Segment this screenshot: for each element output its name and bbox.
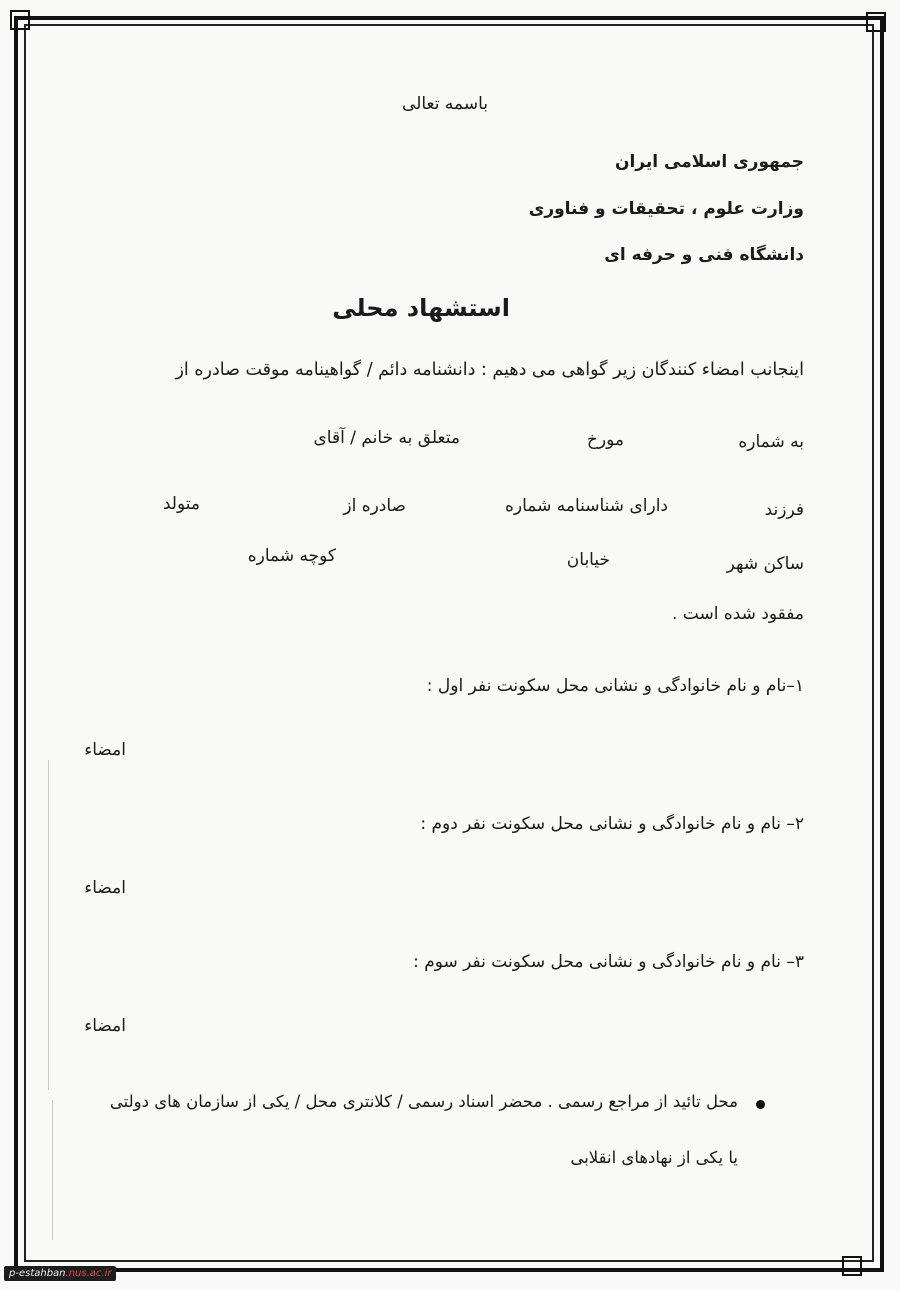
scan-mark — [48, 760, 49, 1090]
label-date: مورخ — [586, 430, 624, 450]
corner-ornament — [842, 1256, 862, 1276]
corner-ornament — [866, 12, 886, 32]
note-line-2: یا یکی از نهادهای انقلابی — [570, 1148, 738, 1167]
label-id-card: دارای شناسنامه شماره — [504, 496, 668, 516]
witness-1-signature: امضاء — [84, 740, 126, 760]
intro-text: اینجانب امضاء کنندگان زیر گواهی می دهیم : دانشنامه دائم / گواهینامه موقت صادره از — [175, 360, 804, 380]
header-ministry: وزارت علوم ، تحقیقات و فناوری — [528, 199, 804, 219]
label-alley: کوچه شماره — [247, 546, 336, 566]
header-university: دانشگاه فنی و حرفه ای — [604, 245, 804, 265]
witness-2-label: ۲– نام و نام خانوادگی و نشانی محل سکونت نفر دوم : — [420, 814, 804, 834]
witness-3-signature: امضاء — [84, 1016, 126, 1036]
label-number: به شماره — [738, 432, 804, 452]
label-issued-from: صادره از — [343, 496, 406, 516]
header-country: جمهوری اسلامی ایران — [614, 152, 804, 172]
label-belongs-to: متعلق به خانم / آقای — [313, 428, 460, 448]
corner-ornament — [10, 10, 30, 30]
site-watermark — [4, 1266, 116, 1281]
label-street: خیابان — [566, 550, 610, 570]
witness-3-label: ۳– نام و نام خانوادگی و نشانی محل سکونت نفر سوم : — [413, 952, 804, 972]
label-city: ساکن شهر — [726, 554, 804, 574]
witness-1-label: ۱–نام و نام خانوادگی و نشانی محل سکونت نفر اول : — [426, 676, 804, 696]
bullet-icon — [756, 1100, 765, 1109]
lost-statement: مفقود شده است . — [671, 604, 804, 624]
watermark-prefix: p-estahban — [9, 1268, 66, 1279]
witness-2-signature: امضاء — [84, 878, 126, 898]
note-line-1: محل تائید از مراجع رسمی . محضر اسناد رسمی / کلانتری محل / یکی از سازمان های دولتی — [109, 1092, 738, 1111]
watermark-domain: .nus.ac.ir — [65, 1268, 112, 1279]
label-born: متولد — [162, 494, 200, 514]
invocation: باسمه تعالی — [402, 94, 488, 114]
scan-mark — [52, 1100, 53, 1240]
label-child-of: فرزند — [764, 500, 804, 520]
page-title: استشهاد محلی — [332, 294, 510, 322]
